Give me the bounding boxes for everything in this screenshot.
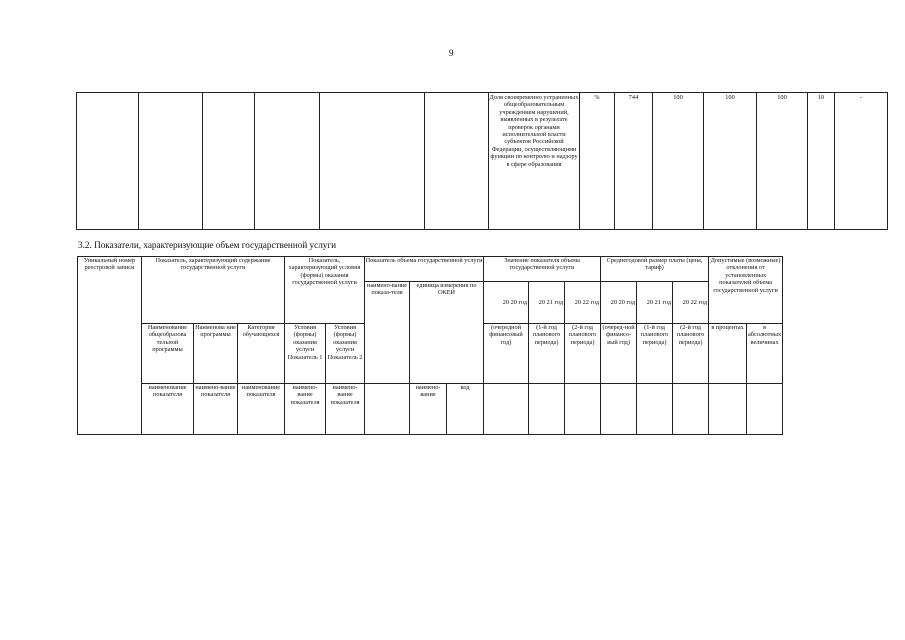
fee-year-2020: 20 20 год xyxy=(601,282,637,324)
indicator-name-header: наимено-вание показа-теля xyxy=(365,282,410,384)
fee-header: Среднегодовой размер платы (цена, тариф) xyxy=(601,257,709,282)
indicator-name-cell: наимено-вание показателя xyxy=(285,384,326,435)
deviation-header: Допустимые (возможные) отклонения от установленных показателей объема государственной услуги xyxy=(709,257,783,324)
indicator-code: 744 xyxy=(615,93,653,230)
conditions-header: Показатель, характеризующий условия (формы) оказания государственной услуги xyxy=(285,257,365,324)
fee-year-2021: 20 21 год xyxy=(637,282,673,324)
period-second: (2-й год планового периода) xyxy=(565,324,601,384)
indicator-value-5: - xyxy=(835,93,888,230)
indicator-value-1: 100 xyxy=(653,93,704,230)
fee-year-2022: 20 22 год xyxy=(673,282,709,324)
quality-indicators-table xyxy=(76,92,888,230)
condition-1-header: Условия (формы) оказания услуги Показатель 1 xyxy=(285,324,326,384)
table-row xyxy=(77,93,888,230)
fee-period-current: (очеред-ной финансо-вый год) xyxy=(601,324,637,384)
unit-name-header: наимено-вание xyxy=(410,384,447,435)
table-row xyxy=(78,257,869,282)
indicator-unit: % xyxy=(580,93,615,230)
unit-code-header: код xyxy=(447,384,484,435)
category-header: Категория обучающихся xyxy=(238,324,285,384)
content-header: Показатель, характеризующий содержание государственной услуги xyxy=(142,257,285,324)
deviation-absolute: в абсолютных величинах xyxy=(747,324,783,384)
indicator-value-2: 100 xyxy=(704,93,757,230)
period-first: (1-й год планового периода) xyxy=(529,324,565,384)
indicator-name-cell: наименование показателя xyxy=(238,384,285,435)
fee-period-second: (2-й год планового периода) xyxy=(673,324,709,384)
indicator-value-3: 100 xyxy=(757,93,808,230)
volume-indicators-table xyxy=(77,256,869,435)
program-header: Наименова ние программы xyxy=(194,324,238,384)
indicator-name-cell: наимено-вание показателя xyxy=(194,384,238,435)
indicator-name-cell: наимено-вание показателя xyxy=(326,384,365,435)
program-name-header: Наименование общеобразова тельной программы xyxy=(142,324,194,384)
indicator-name-cell: наименование показателя xyxy=(142,384,194,435)
deviation-percent: в процентах xyxy=(709,324,747,384)
period-current: (очередной финансовый год) xyxy=(484,324,529,384)
condition-2-header: Условия (формы) оказания услуги Показатель 2 xyxy=(326,324,365,384)
year-2021: 20 21 год xyxy=(529,282,565,324)
fee-period-first: (1-й год планового периода) xyxy=(637,324,673,384)
page-number: 9 xyxy=(449,48,454,58)
section-title: 3.2. Показатели, характеризующие объем государственной услуги xyxy=(78,240,337,250)
unique-number-header: Уникальный номер реестровой записи xyxy=(78,257,142,435)
unit-header: единица измерения по ОКЕИ xyxy=(410,282,484,384)
indicator-text: Доля своевременно устраненных общеобразовательным учреждением нарушений, выявленных в результате проверок органами исполнительной власти субъектов Российской Федерации, осуществляющими функции по контролю и надзору в сфере образования xyxy=(489,93,580,230)
year-2020: 20 20 год xyxy=(484,282,529,324)
indicator-value-4: 10 xyxy=(808,93,835,230)
table-row xyxy=(78,384,869,435)
volume-header: Показатель объема государственной услуги xyxy=(365,257,484,282)
year-2022: 20 22 год xyxy=(565,282,601,324)
value-header: Значение показателя объема государственной услуги xyxy=(484,257,601,282)
